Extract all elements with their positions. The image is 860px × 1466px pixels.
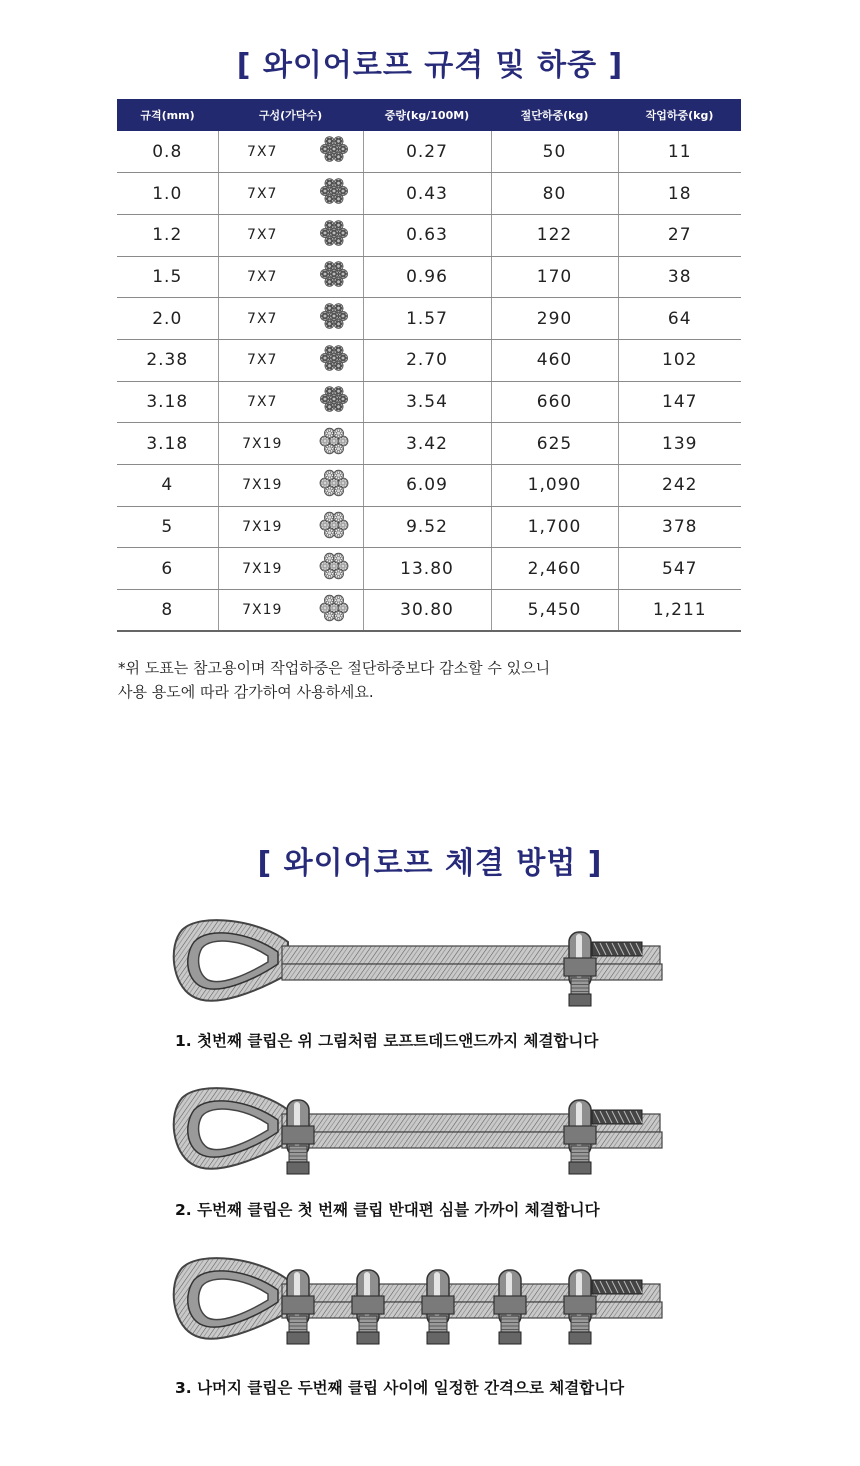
step-3-caption: 3. 나머지 클립은 두번째 클립 사이에 일정한 간격으로 체결합니다: [175, 1379, 625, 1397]
strand-7x7-icon: [319, 343, 349, 373]
table-row: [117, 131, 741, 173]
size-cell: 8: [117, 590, 218, 632]
working-load-cell: 64: [618, 298, 741, 340]
strand-icon-cell: [306, 423, 363, 465]
strand-icon-cell: [306, 339, 363, 381]
note-line-2: 사용 용도에 따라 감가하여 사용하세요.: [118, 683, 374, 701]
strand-icon-cell: [306, 131, 363, 173]
working-load-cell: 547: [618, 548, 741, 590]
construction-cell: 7X7: [218, 173, 306, 215]
weight-cell: 1.57: [363, 298, 491, 340]
size-cell: 0.8: [117, 131, 218, 173]
breaking-load-cell: 5,450: [491, 590, 618, 632]
construction-cell: 7X19: [218, 506, 306, 548]
table-row: [117, 173, 741, 215]
reference-note: [118, 656, 550, 704]
table-row: [117, 590, 741, 632]
strand-icon-cell: [306, 173, 363, 215]
working-load-cell: 18: [618, 173, 741, 215]
strand-icon-cell: [306, 465, 363, 507]
breaking-load-cell: 460: [491, 339, 618, 381]
working-load-cell: 102: [618, 339, 741, 381]
strand-7x7-icon: [319, 259, 349, 289]
construction-cell: 7X7: [218, 339, 306, 381]
breaking-load-cell: 290: [491, 298, 618, 340]
size-cell: 4: [117, 465, 218, 507]
strand-7x7-icon: [319, 301, 349, 331]
working-load-cell: 378: [618, 506, 741, 548]
working-load-cell: 147: [618, 381, 741, 423]
strand-icon-cell: [306, 548, 363, 590]
header-construction: 구성(가닥수): [218, 99, 363, 131]
strand-7x7-icon: [319, 176, 349, 206]
construction-cell: 7X19: [218, 590, 306, 632]
spec-table: [117, 99, 741, 632]
construction-cell: 7X7: [218, 214, 306, 256]
table-row: [117, 465, 741, 507]
method-title: [ 와이어로프 체결 방법 ]: [257, 846, 603, 881]
strand-7x7-icon: [319, 384, 349, 414]
weight-cell: 0.43: [363, 173, 491, 215]
table-row: [117, 506, 741, 548]
strand-7x7-icon: [319, 218, 349, 248]
strand-7x19-icon: [319, 593, 349, 623]
header-breaking-load: 절단하중(kg): [491, 99, 618, 131]
working-load-cell: 242: [618, 465, 741, 507]
breaking-load-cell: 1,700: [491, 506, 618, 548]
construction-cell: 7X19: [218, 465, 306, 507]
breaking-load-cell: 170: [491, 256, 618, 298]
table-row: [117, 214, 741, 256]
table-row: [117, 256, 741, 298]
step-3-illustration: [170, 1250, 670, 1355]
strand-icon-cell: [306, 256, 363, 298]
strand-7x19-icon: [319, 468, 349, 498]
weight-cell: 30.80: [363, 590, 491, 632]
spec-title: [ 와이어로프 규격 및 하중 ]: [236, 48, 624, 83]
table-row: [117, 339, 741, 381]
construction-cell: 7X7: [218, 131, 306, 173]
size-cell: 2.38: [117, 339, 218, 381]
size-cell: 1.5: [117, 256, 218, 298]
table-row: [117, 381, 741, 423]
weight-cell: 13.80: [363, 548, 491, 590]
strand-icon-cell: [306, 381, 363, 423]
breaking-load-cell: 2,460: [491, 548, 618, 590]
header-weight: 중량(kg/100M): [363, 99, 491, 131]
table-header-row: [117, 99, 741, 131]
construction-cell: 7X7: [218, 381, 306, 423]
step-2-caption: 2. 두번째 클립은 첫 번째 클립 반대편 심블 가까이 체결합니다: [175, 1201, 600, 1219]
size-cell: 3.18: [117, 423, 218, 465]
working-load-cell: 1,211: [618, 590, 741, 632]
header-size: 규격(mm): [117, 99, 218, 131]
working-load-cell: 11: [618, 131, 741, 173]
working-load-cell: 139: [618, 423, 741, 465]
header-working-load: 작업하중(kg): [618, 99, 741, 131]
breaking-load-cell: 1,090: [491, 465, 618, 507]
strand-icon-cell: [306, 298, 363, 340]
weight-cell: 0.27: [363, 131, 491, 173]
weight-cell: 2.70: [363, 339, 491, 381]
note-line-1: *위 도표는 참고용이며 작업하중은 절단하중보다 감소할 수 있으니: [118, 659, 551, 677]
strand-7x19-icon: [319, 426, 349, 456]
step-1-caption: 1. 첫번째 클립은 위 그림처럼 로프트데드앤드까지 체결합니다: [175, 1032, 599, 1050]
table-row: [117, 298, 741, 340]
construction-cell: 7X19: [218, 423, 306, 465]
working-load-cell: 38: [618, 256, 741, 298]
weight-cell: 3.42: [363, 423, 491, 465]
table-row: [117, 548, 741, 590]
working-load-cell: 27: [618, 214, 741, 256]
strand-icon-cell: [306, 506, 363, 548]
table-row: [117, 423, 741, 465]
weight-cell: 0.96: [363, 256, 491, 298]
size-cell: 3.18: [117, 381, 218, 423]
construction-cell: 7X7: [218, 256, 306, 298]
construction-cell: 7X19: [218, 548, 306, 590]
strand-7x19-icon: [319, 551, 349, 581]
step-1-illustration: [170, 912, 670, 1017]
weight-cell: 0.63: [363, 214, 491, 256]
strand-7x7-icon: [319, 134, 349, 164]
breaking-load-cell: 625: [491, 423, 618, 465]
size-cell: 5: [117, 506, 218, 548]
weight-cell: 9.52: [363, 506, 491, 548]
breaking-load-cell: 660: [491, 381, 618, 423]
step-2-illustration: [170, 1080, 670, 1185]
breaking-load-cell: 122: [491, 214, 618, 256]
weight-cell: 3.54: [363, 381, 491, 423]
breaking-load-cell: 50: [491, 131, 618, 173]
size-cell: 1.0: [117, 173, 218, 215]
strand-7x19-icon: [319, 510, 349, 540]
construction-cell: 7X7: [218, 298, 306, 340]
strand-icon-cell: [306, 590, 363, 632]
size-cell: 6: [117, 548, 218, 590]
size-cell: 1.2: [117, 214, 218, 256]
size-cell: 2.0: [117, 298, 218, 340]
breaking-load-cell: 80: [491, 173, 618, 215]
weight-cell: 6.09: [363, 465, 491, 507]
strand-icon-cell: [306, 214, 363, 256]
